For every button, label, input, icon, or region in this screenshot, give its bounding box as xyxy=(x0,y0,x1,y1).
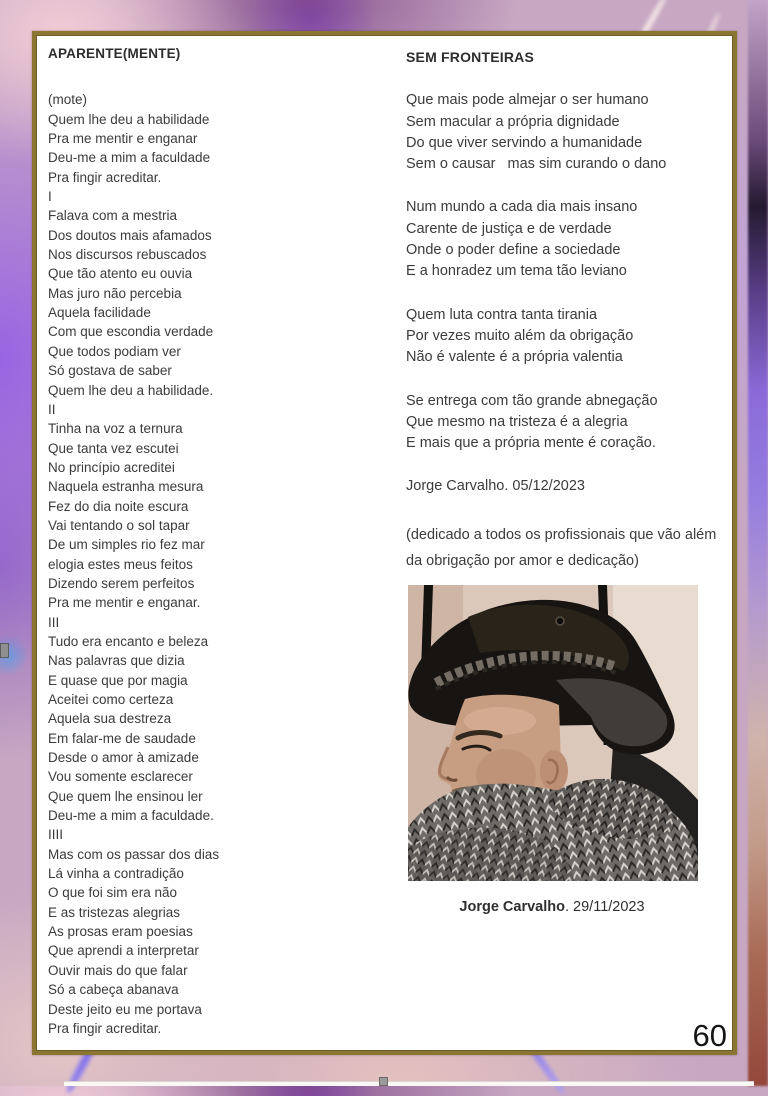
poem-stanza xyxy=(406,391,721,455)
poem-line: II xyxy=(48,401,56,417)
poem-line: De um simples rio fez mar xyxy=(48,537,205,553)
left-edge-marker xyxy=(0,643,9,658)
poem-line: Nas palavras que dizia xyxy=(48,653,185,669)
portrait-photo xyxy=(408,585,698,881)
poem-line: Dizendo serem perfeitos xyxy=(48,575,195,591)
photo-caption-date: . 29/11/2023 xyxy=(565,898,645,915)
poem-line: Mas com os passar dos dias xyxy=(48,846,220,862)
poem-line: Tinha na voz a ternura xyxy=(48,421,183,437)
photo-caption-name: Jorge Carvalho xyxy=(459,898,565,915)
poem-line: Com que escondia verdade xyxy=(48,324,214,340)
poem-line: III xyxy=(48,614,60,630)
poem-stanza xyxy=(406,197,721,282)
poem-line: Em falar-me de saudade xyxy=(48,730,196,746)
right-poem-stanzas xyxy=(406,90,721,454)
poem-line: E quase que por magia xyxy=(48,672,188,688)
poem-line: Dos doutos mais afamados xyxy=(48,227,212,243)
left-poem-lines xyxy=(48,90,353,1038)
poem-line: Se entrega com tão grande abnegação xyxy=(406,392,658,409)
poem-line: Onde o poder define a sociedade xyxy=(406,242,621,259)
poem-line: Deu-me a mim a faculdade xyxy=(48,150,211,166)
poem-line: Falava com a mestria xyxy=(48,208,178,224)
poem-line: (mote) xyxy=(48,92,88,108)
poem-line: Do que viver servindo a humanidade xyxy=(406,134,643,151)
next-page-edge xyxy=(64,1081,754,1086)
poem-line: Desde o amor à amizade xyxy=(48,750,199,766)
poem-line: Que mesmo na tristeza é a alegria xyxy=(406,413,628,430)
poem-line: Vai tentando o sol tapar xyxy=(48,517,190,533)
poem-line: Pra fingir acreditar. xyxy=(48,169,162,185)
page-number: 60 xyxy=(692,1018,727,1054)
poem-line: Fez do dia noite escura xyxy=(48,498,189,514)
right-poem-column xyxy=(406,47,721,918)
poem-line: Deu-me a mim a faculdade. xyxy=(48,808,214,824)
poem-line: Quem luta contra tanta tirania xyxy=(406,306,598,323)
poem-line: Aquela sua destreza xyxy=(48,711,172,727)
poem-line: Deste jeito eu me portava xyxy=(48,1001,202,1017)
poem-line: Sem o causar mas sim curando o dano xyxy=(406,156,667,173)
poem-line: Pra me mentir e enganar. xyxy=(48,595,201,611)
poem-line: Que quem lhe ensinou ler xyxy=(48,788,203,804)
book-page xyxy=(32,31,737,1055)
poem-line: Que todos podiam ver xyxy=(48,343,181,359)
poem-line: Quem lhe deu a habilidade xyxy=(48,111,210,127)
poem-line: Vou somente esclarecer xyxy=(48,769,193,785)
portrait-photo-illustration xyxy=(408,585,698,881)
poem-stanza xyxy=(406,305,721,369)
poem-line: Quem lhe deu a habilidade. xyxy=(48,382,214,398)
poem-line: Só gostava de saber xyxy=(48,363,172,379)
bottom-edge-marker xyxy=(379,1077,388,1086)
poem-line: elogia estes meus feitos xyxy=(48,556,193,572)
left-poem-column xyxy=(48,44,353,1038)
poem-line: Pra fingir acreditar. xyxy=(48,1020,162,1036)
poem-stanza xyxy=(406,90,721,175)
poem-line: Não é valente é a própria valentia xyxy=(406,349,623,366)
poem-line: (dedicado a todos os profissionais que vão além xyxy=(406,526,717,543)
poem-line: Tudo era encanto e beleza xyxy=(48,633,209,649)
poem-line: Lá vinha a contradição xyxy=(48,866,184,882)
poem-line: Que mais pode almejar o ser humano xyxy=(406,92,649,109)
poem-line: da obrigação por amor e dedicação) xyxy=(406,552,639,569)
poem-line: Aquela facilidade xyxy=(48,305,151,321)
poem-line: Num mundo a cada dia mais insano xyxy=(406,199,638,216)
photo-caption xyxy=(406,897,698,918)
poem-line: Só a cabeça abanava xyxy=(48,982,179,998)
poem-signature: Jorge Carvalho. 05/12/2023 xyxy=(406,478,585,495)
poem-line: Que tão atento eu ouvia xyxy=(48,266,193,282)
poem-line: E as tristezas alegrias xyxy=(48,904,181,920)
poem-line: Ouvir mais do que falar xyxy=(48,962,188,978)
poem-line: Aceitei como certeza xyxy=(48,692,174,707)
poem-line: No princípio acreditei xyxy=(48,459,175,475)
poem-line: Que aprendi a interpretar xyxy=(48,943,199,959)
poem-line: Que tanta vez escutei xyxy=(48,440,179,456)
right-poem-title: SEM FRONTEIRAS xyxy=(406,49,535,65)
poem-line: I xyxy=(48,189,52,205)
poem-line: Pra me mentir e enganar xyxy=(48,131,198,147)
poem-line: Por vezes muito além da obrigação xyxy=(406,327,634,344)
poem-line: As prosas eram poesias xyxy=(48,924,193,940)
poem-dedication xyxy=(406,522,721,574)
poem-line: Mas juro não percebia xyxy=(48,285,182,301)
background-right-edge xyxy=(748,0,768,1086)
poem-line: Naquela estranha mesura xyxy=(48,479,204,495)
poem-line: E mais que a própria mente é coração. xyxy=(406,435,656,452)
poem-line: E a honradez um tema tão leviano xyxy=(406,263,627,280)
poem-line: IIII xyxy=(48,827,64,843)
poem-line: O que foi sim era não xyxy=(48,885,178,901)
left-poem-title: APARENTE(MENTE) xyxy=(48,46,181,61)
poem-line: Nos discursos rebuscados xyxy=(48,247,207,263)
poem-line: Sem macular a própria dignidade xyxy=(406,113,620,130)
poem-line: Carente de justiça e de verdade xyxy=(406,220,612,237)
